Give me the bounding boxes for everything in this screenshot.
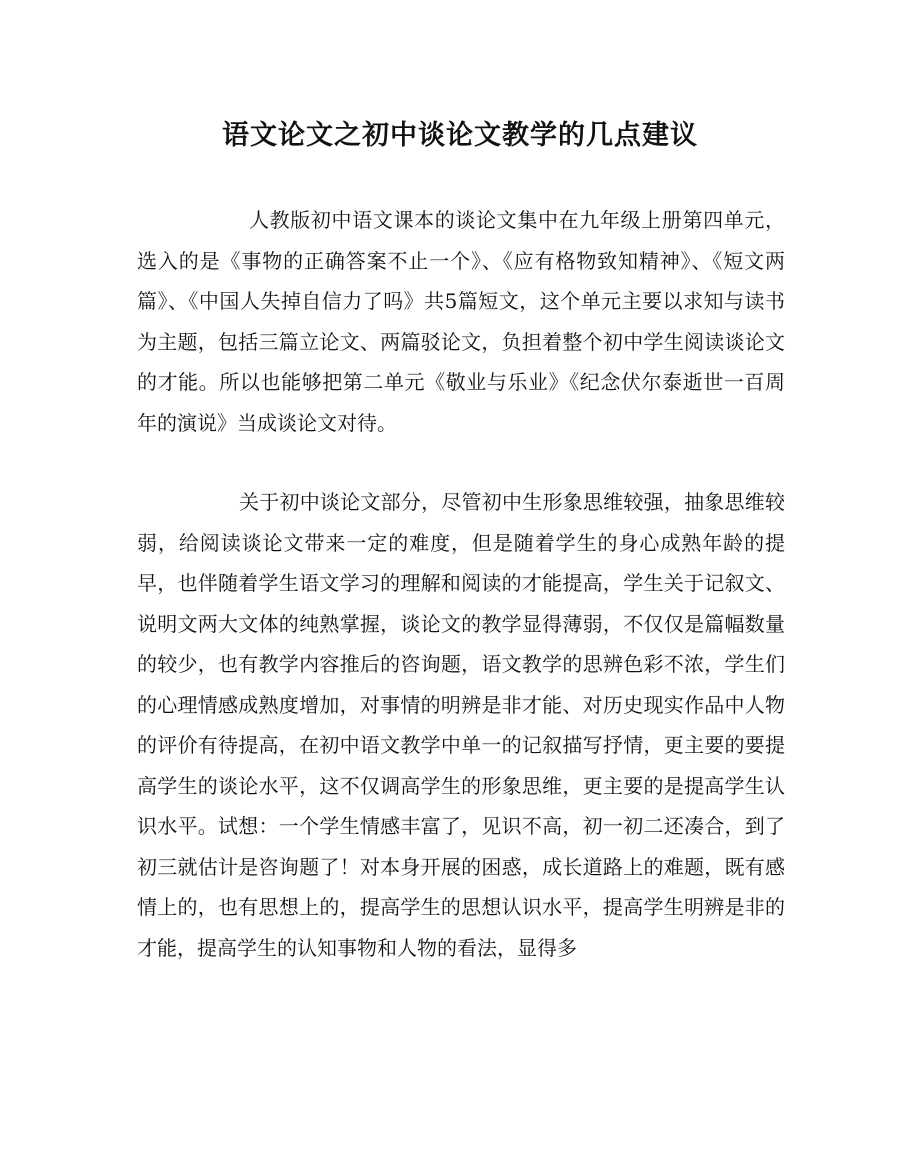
document-title: 语文论文之初中谈论文教学的几点建议 — [222, 120, 698, 151]
paragraph-1: 人教版初中语文课本的谈论文集中在九年级上册第四单元，选入的是《事物的正确答案不止一个》、《应有格物致知精神》、《短文两篇》、《中国人失掉自信力了吗》共5篇短文，这个单元主要以求知与读书为主题，包括三篇立论文、两篇驳论文，负担着整个初中学生阅读谈论文的才能。所以也能够把第二单元《敬业与乐业》《纪念伏尔泰逝世一百周年的演说》当成谈论文对待。 — [137, 208, 785, 435]
paragraph-2: 关于初中谈论文部分，尽管初中生形象思维较强，抽象思维较弱，给阅读谈论文带来一定的难度，但是随着学生的身心成熟年龄的提早，也伴随着学生语文学习的理解和阅读的才能提高，学生关于记叙文、说明文两大文体的纯熟掌握，谈论文的教学显得薄弱，不仅仅是篇幅数量的较少，也有教学内容推后的咨询题，语文教学的思辨色彩不浓，学生们的心理情感成熟度增加，对事情的明辨是非才能、对历史现实作品中人物的评价有待提高，在初中语文教学中单一的记叙描写抒情，更主要的要提高学生的谈论水平，这不仅调高学生的形象思维，更主要的是提高学生认识水平。试想：一个学生情感丰富了，见识不高，初一初二还凑合，到了初三就估计是咨询题了！对本身开展的困惑，成长道路上的难题，既有感情上的，也有思想上的，提高学生的思想认识水平，提高学生明辨是非的才能，提高学生的认知事物和人物的看法，显得多 — [137, 490, 785, 960]
